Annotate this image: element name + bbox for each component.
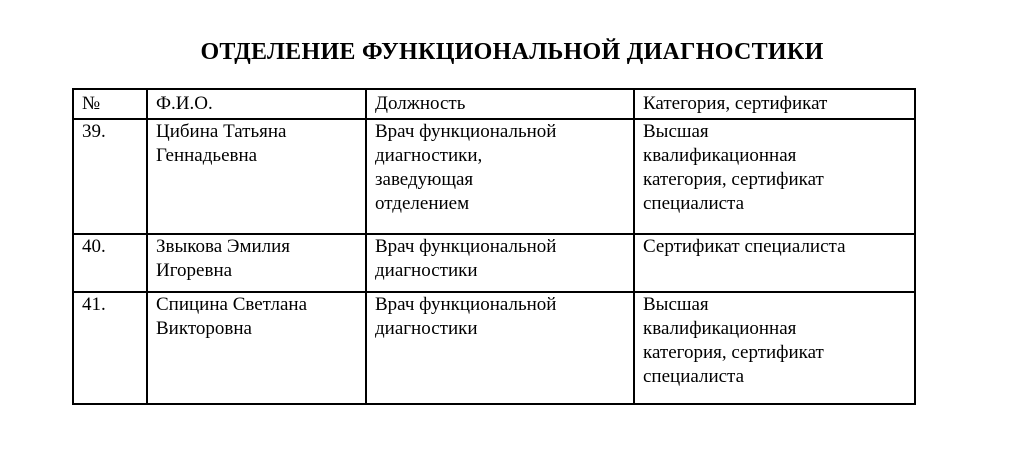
cell-position: Врач функциональной диагностики xyxy=(366,292,634,404)
cell-number: 39. xyxy=(73,119,147,234)
cell-full-name: Спицина Светлана Викторовна xyxy=(147,292,366,404)
cell-category: Высшая квалификационная категория, сертификат специалиста xyxy=(634,119,915,234)
page-title: ОТДЕЛЕНИЕ ФУНКЦИОНАЛЬНОЙ ДИАГНОСТИКИ xyxy=(200,39,824,65)
table-header-row xyxy=(73,89,915,119)
table-row xyxy=(73,234,915,292)
header-category: Категория, сертификат xyxy=(634,89,915,119)
header-position: Должность xyxy=(366,89,634,119)
header-full-name: Ф.И.О. xyxy=(147,89,366,119)
cell-full-name: Звыкова Эмилия Игоревна xyxy=(147,234,366,292)
header-number: № xyxy=(73,89,147,119)
cell-category: Высшая квалификационная категория, сертификат специалиста xyxy=(634,292,915,404)
table-row xyxy=(73,119,915,234)
cell-position: Врач функциональной диагностики xyxy=(366,234,634,292)
cell-full-name: Цибина Татьяна Геннадьевна xyxy=(147,119,366,234)
cell-category: Сертификат специалиста xyxy=(634,234,915,292)
cell-number: 41. xyxy=(73,292,147,404)
cell-position: Врач функциональной диагностики, заведующая отделением xyxy=(366,119,634,234)
table-row xyxy=(73,292,915,404)
staff-table xyxy=(72,88,916,405)
cell-number: 40. xyxy=(73,234,147,292)
